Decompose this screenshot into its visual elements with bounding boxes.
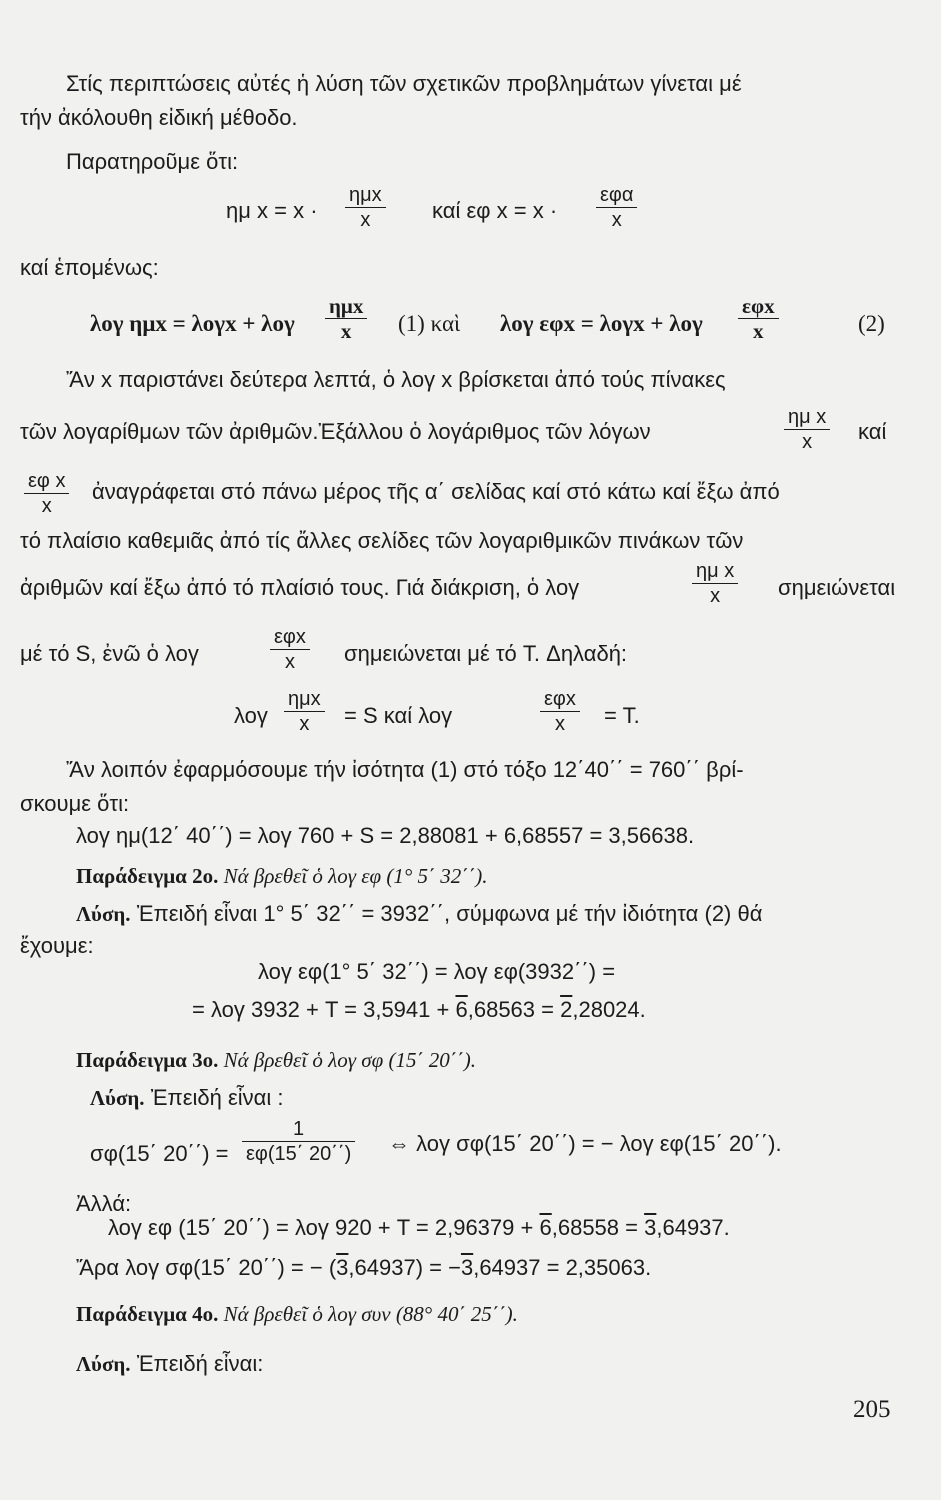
equation: = T.	[604, 703, 640, 728]
text-line: Ἄν λοιπόν ἐφαρμόσουμε τήν ἰσότητα (1) στό τόξο 12΄40΄΄ = 760΄΄ βρί-	[66, 757, 744, 782]
text-line: σημειώνεται	[778, 575, 896, 600]
eq-part: λογ εφ (15΄ 20΄΄) = λογ 920 + T = 2,96379 +	[108, 1215, 534, 1240]
fraction	[242, 1118, 355, 1165]
solution-label: Λύση.	[76, 1352, 131, 1376]
equation: καί εφ x = x ·	[432, 198, 558, 223]
fraction	[24, 470, 69, 517]
example-statement: Νά βρεθεῖ ὁ λογ εφ (1° 5΄ 32΄΄).	[223, 864, 488, 888]
text-line: Στίς περιπτώσεις αὐτές ἡ λύση τῶν σχετικῶν προβλημάτων γίνεται μέ	[66, 71, 742, 96]
text-line: ἔχουμε:	[20, 933, 94, 958]
text-line: Ἀλλά:	[76, 1191, 132, 1216]
fraction	[284, 688, 325, 735]
page-number: 205	[853, 1396, 891, 1423]
text-line: τήν ἀκόλουθη εἰδική μέθοδο.	[20, 105, 298, 130]
text-line: τῶν λογαρίθμων τῶν ἀριθμῶν.Ἐξάλλου ὁ λογάριθμος τῶν λόγων	[20, 419, 651, 444]
eq-part: ,64937 = 2,35063.	[473, 1255, 652, 1280]
numerator: ημx	[325, 295, 367, 319]
numerator: ημ x	[784, 406, 830, 430]
solution-line	[76, 900, 762, 928]
numerator: εφx	[270, 626, 310, 650]
eq-bar-digit: 3	[644, 1215, 657, 1240]
numerator: 1	[242, 1118, 355, 1142]
solution-label: Λύση.	[76, 902, 131, 926]
denominator: x	[802, 431, 813, 453]
equation-number: (1) καὶ	[398, 311, 461, 336]
fraction	[540, 688, 580, 735]
denominator: x	[360, 209, 371, 231]
fraction	[325, 295, 367, 342]
denominator: x	[710, 585, 721, 607]
example-label: Παράδειγμα 3ο.	[76, 1048, 219, 1072]
fraction	[596, 184, 637, 231]
equation: λογ ημ(12΄ 40΄΄) = λογ 760 + S = 2,88081 + 6,68557 = 3,56638.	[76, 823, 695, 848]
denominator: x	[41, 495, 52, 517]
text-line: ἀναγράφεται στό πάνω μέρος τῆς α΄ σελίδας καί στό κάτω καί ἔξω ἀπό	[92, 479, 780, 504]
equation: σφ(15΄ 20΄΄) =	[90, 1141, 229, 1166]
text-line: Ἄν x παριστάνει δεύτερα λεπτά, ὁ λογ x βρίσκεται ἀπό τούς πίνακες	[66, 367, 726, 392]
equation	[108, 1214, 730, 1242]
eq-part: Ἄρα λογ σφ(15΄ 20΄΄) = − (	[76, 1255, 337, 1280]
example-heading	[76, 862, 488, 890]
eq-bar-digit: 2	[560, 997, 573, 1022]
text-line: μέ τό S, ἐνῶ ὁ λογ	[20, 641, 199, 666]
eq-part: ,68558 =	[551, 1215, 638, 1240]
example-label: Παράδειγμα 2ο.	[76, 864, 219, 888]
denominator: x	[753, 319, 764, 343]
eq-bar-digit: 3	[460, 1255, 474, 1280]
equation	[76, 1254, 651, 1282]
eq-bar-digit: 6	[539, 1215, 552, 1240]
equation: ⇔ λογ σφ(15΄ 20΄΄) = − λογ εφ(15΄ 20΄΄).	[388, 1131, 782, 1156]
eq-bar-digit: 6	[455, 997, 468, 1022]
solution-text: Ἐπειδή εἶναι 1° 5΄ 32΄΄ = 3932΄΄, σύμφωνα μέ τήν ἰδιότητα (2) θά	[136, 901, 763, 926]
text-line: σημειώνεται μέ τό T. Δηλαδή:	[344, 641, 628, 666]
denominator: x	[299, 713, 310, 735]
text-line: καί	[858, 419, 887, 444]
eq-bar-digit: 3	[336, 1255, 349, 1280]
solution-text: Ἐπειδή εἶναι:	[136, 1351, 264, 1376]
text-line: Παρατηροῦμε ὅτι:	[66, 149, 239, 174]
denominator: x	[554, 713, 565, 735]
example-statement: Νά βρεθεῖ ὁ λογ συν (88° 40΄ 25΄΄).	[223, 1302, 518, 1326]
example-heading	[76, 1300, 518, 1328]
numerator: ημx	[284, 688, 325, 712]
equation: ημ x = x ·	[226, 198, 318, 223]
numerator: εφx	[738, 295, 779, 319]
denominator: x	[284, 651, 295, 673]
text-line: καί ἑπομένως:	[20, 255, 159, 280]
equation-number: (2)	[858, 311, 885, 336]
solution-line	[76, 1350, 263, 1378]
text-line: τό πλαίσιο καθεμιᾶς ἀπό τίς ἄλλες σελίδες τῶν λογαριθμικῶν πινάκων τῶν	[20, 528, 744, 553]
denominator: x	[611, 209, 622, 231]
numerator: ημx	[345, 184, 386, 208]
fraction	[345, 184, 386, 231]
equation: λογ εφx = λογx + λογ	[500, 311, 703, 336]
fraction	[270, 626, 310, 673]
denominator: εφ(15΄ 20΄΄)	[246, 1143, 352, 1165]
eq-part: = λογ 3932 + T = 3,5941 +	[192, 997, 450, 1022]
eq-part: ,28024.	[572, 997, 646, 1022]
denominator: x	[340, 319, 352, 343]
solution-line	[90, 1084, 284, 1112]
fraction	[692, 560, 738, 607]
text-line: ἀριθμῶν καί ἔξω ἀπό τό πλαίσιό τους. Γιά διάκριση, ὁ λογ	[20, 575, 580, 600]
equation: λογ εφ(1° 5΄ 32΄΄) = λογ εφ(3932΄΄) =	[258, 959, 616, 984]
example-heading	[76, 1046, 476, 1074]
numerator: εφx	[540, 688, 580, 712]
equation	[192, 996, 646, 1024]
eq-part: ,64937.	[656, 1215, 730, 1240]
numerator: εφ x	[24, 470, 69, 494]
numerator: εφα	[596, 184, 637, 208]
equation: = S καί λογ	[344, 703, 453, 728]
text-line: σκουμε ὅτι:	[20, 791, 130, 816]
fraction	[784, 406, 830, 453]
solution-label: Λύση.	[90, 1086, 145, 1110]
solution-text: Ἐπειδή εἶναι :	[150, 1085, 284, 1110]
eq-part: ,64937) = −	[348, 1255, 461, 1280]
example-label: Παράδειγμα 4ο.	[76, 1302, 219, 1326]
eq-part: ,68563 =	[467, 997, 554, 1022]
equation: λογ	[234, 703, 268, 728]
equation: λογ ημx = λογx + λογ	[90, 311, 295, 336]
numerator: ημ x	[692, 560, 738, 584]
fraction	[738, 295, 779, 342]
example-statement: Νά βρεθεῖ ὁ λογ σφ (15΄ 20΄΄).	[223, 1048, 476, 1072]
